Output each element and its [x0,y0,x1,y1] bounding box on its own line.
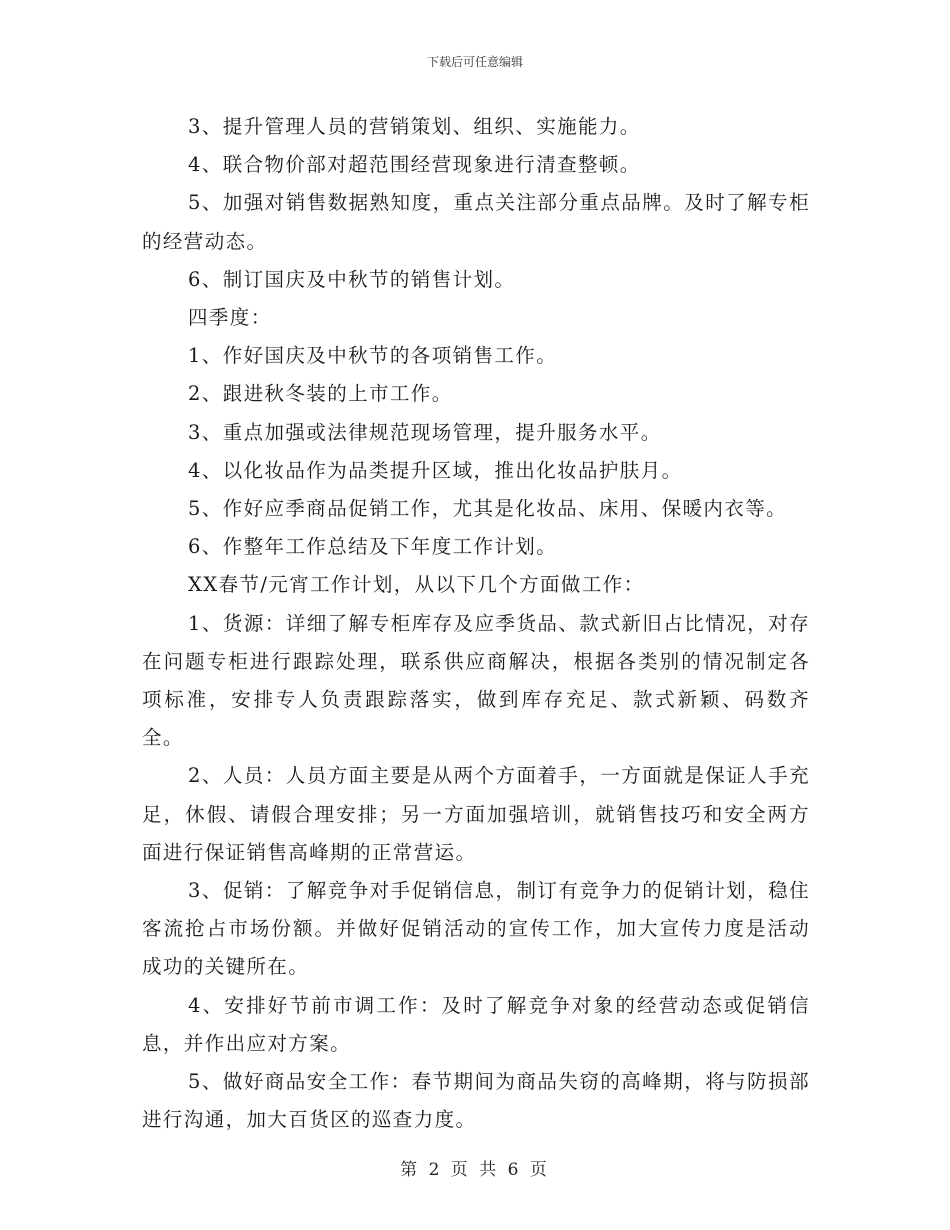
page-number-footer: 第 2 页 共 6 页 [400,1160,550,1180]
paragraph: 6、制订国庆及中秋节的销售计划。 [188,267,516,291]
paragraph: 1、货源：详细了解专柜库存及应季货品、款式新旧占比情况，对存在问题专柜进行跟踪处理，联系供应商解决，根据各类别的情况制定各项标准，安排专人负责跟踪落实，做到库存充足、款式新颖、码数齐全。 [142,611,810,750]
paragraph: 4、联合物价部对超范围经营现象进行清查整顿。 [188,153,641,177]
document-body [142,108,810,1139]
paragraph: 5、作好应季商品促销工作，尤其是化妆品、床用、保暖内衣等。 [188,497,788,521]
paragraph: 4、以化妆品作为品类提升区域，推出化妆品护肤月。 [188,458,683,482]
paragraph: 3、重点加强或法律规范现场管理，提升服务水平。 [188,420,662,444]
section-heading: XX春节/元宵工作计划，从以下几个方面做工作： [188,573,645,597]
paragraph: 6、作整年工作总结及下年度工作计划。 [188,535,558,559]
paragraph: 5、加强对销售数据熟知度，重点关注部分重点品牌。及时了解专柜的经营动态。 [142,191,810,253]
paragraph: 5、做好商品安全工作：春节期间为商品失窃的高峰期，将与防损部进行沟通，加大百货区的巡查力度。 [142,1070,810,1132]
paragraph: 4、安排好节前市调工作：及时了解竞争对象的经营动态或促销信息，并作出应对方案。 [142,993,810,1055]
section-heading: 四季度： [188,306,272,330]
paragraph: 2、人员：人员方面主要是从两个方面着手，一方面就是保证人手充足，休假、请假合理安排；另一方面加强培训，就销售技巧和安全两方面进行保证销售高峰期的正常营运。 [142,764,810,864]
paragraph: 3、提升管理人员的营销策划、组织、实施能力。 [188,115,641,138]
paragraph: 1、作好国庆及中秋节的各项销售工作。 [188,344,558,368]
paragraph: 2、跟进秋冬装的上市工作。 [188,382,453,406]
page-header: 下载后可任意编辑 [426,55,523,69]
paragraph: 3、促销：了解竞争对手促销信息，制订有竞争力的促销计划，稳住客流抢占市场份额。并做好促销活动的宣传工作，加大宣传力度是活动成功的关键所在。 [142,879,810,979]
